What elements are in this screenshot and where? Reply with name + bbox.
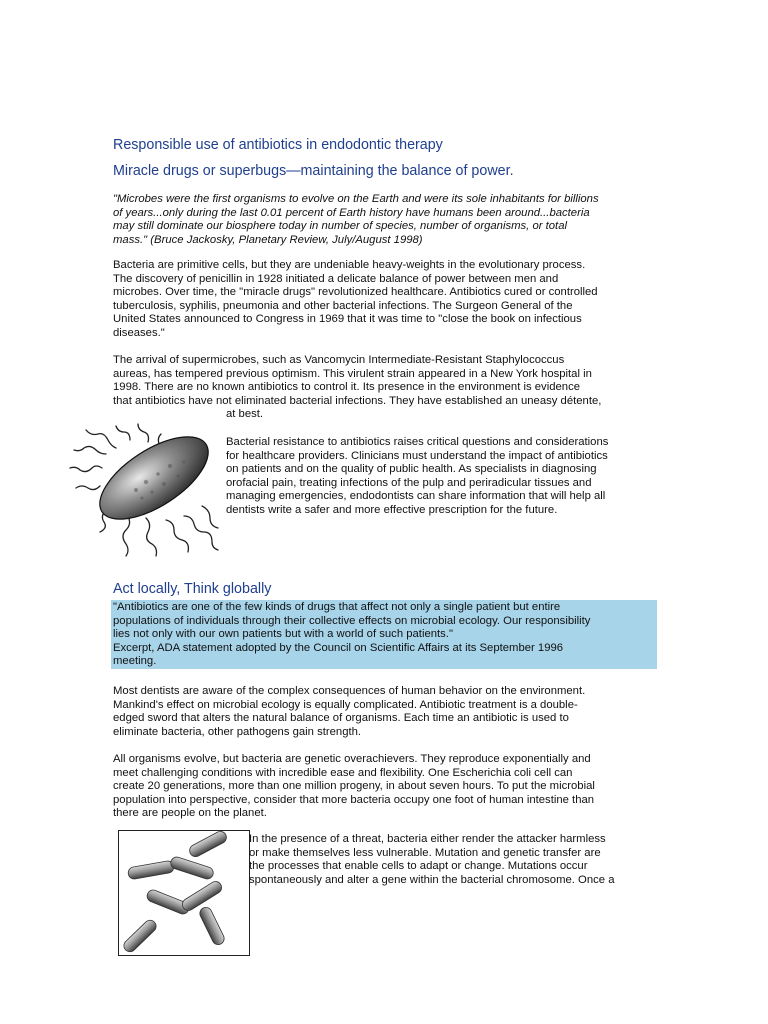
paragraph-line: or make themselves less vulnerable. Mutation and genetic transfer are: [249, 846, 601, 859]
paragraph-line: there are people on the planet.: [113, 807, 267, 820]
paragraph-line: diseases.": [113, 326, 165, 339]
paragraph-line: 1998. There are no known antibiotics to control it. Its presence in the environment is evidence: [113, 381, 580, 394]
paragraph-line: managing emergencies, endodontists can share information that will help all: [226, 490, 606, 503]
quote-line: mass." (Bruce Jackosky, Planetary Review, July/August 1998): [113, 233, 423, 246]
paragraph-line: eliminate bacteria, other pathogens gain strength.: [113, 725, 362, 738]
callout-line: lies not only with our own patients but with a world of such patients.": [113, 628, 453, 641]
callout-quote: [113, 601, 590, 669]
section-heading: Act locally, Think globally: [113, 581, 272, 597]
quote-line: of years...only during the last 0.01 percent of Earth history have humans been around...bacteria: [113, 206, 590, 219]
paragraph-line: for healthcare providers. Clinicians must understand the impact of antibiotics: [226, 449, 608, 462]
paragraph-line: In the presence of a threat, bacteria either render the attacker harmless: [249, 833, 606, 845]
paragraph-line: the processes that enable cells to adapt or change. Mutations occur: [249, 860, 588, 873]
paragraph-line: tuberculosis, syphilis, pneumonia and other bacterial infections. The Surgeon General of the: [113, 299, 573, 312]
paragraph-4: [113, 685, 585, 739]
paragraph-line: orofacial pain, treating infections of the pulp and periradicular tissues and: [226, 476, 592, 489]
opening-quote: [113, 193, 599, 247]
paragraph-line: that antibiotics have not eliminated bacterial infections. They have established an uneasy détente,: [113, 394, 602, 407]
callout-line: Excerpt, ADA statement adopted by the Council on Scientific Affairs at its September 1996: [113, 641, 564, 654]
callout-line: populations of individuals through their collective effects on microbial ecology. Our responsibility: [113, 614, 591, 627]
paragraph-line: All organisms evolve, but bacteria are genetic overachievers. They reproduce exponentially and: [113, 753, 591, 765]
callout-line: meeting.: [113, 655, 157, 668]
paragraph-line: Bacterial resistance to antibiotics raises critical questions and considerations: [226, 436, 609, 448]
paragraph-line: Mankind's effect on microbial ecology is equally complicated. Antibiotic treatment is a double-: [113, 698, 578, 711]
paragraph-line: edged sword that alters the natural balance of organisms. Each time an antibiotic is used to: [113, 712, 569, 725]
paragraph-line: on patients and on the quality of public health. As specialists in diagnosing: [226, 463, 597, 476]
quote-line: "Microbes were the first organisms to evolve on the Earth and were its sole inhabitants for billions: [113, 193, 599, 205]
paragraph-2: [113, 354, 601, 422]
paragraph-line: The arrival of supermicrobes, such as Vancomycin Intermediate-Resistant Staphylococcus: [113, 354, 565, 366]
paragraph-line: create 20 generations, more than one million progeny, in about seven hours. To put the microbial: [113, 780, 595, 793]
paragraph-line: meet challenging conditions with incredible ease and flexibility. One Escherichia coli cell can: [113, 766, 573, 779]
paragraph-line: population into perspective, consider that more bacteria occupy one foot of human intestine than: [113, 793, 595, 806]
paragraph-line: at best.: [226, 408, 264, 421]
paragraph-line: aureas, has tempered previous optimism. This virulent strain appeared in a New York hospital in: [113, 367, 592, 380]
paragraph-line: The discovery of penicillin in 1928 initiated a delicate balance of power between men and: [113, 272, 559, 285]
paragraph-line: United States announced to Congress in 1969 that it was time to "close the book on infectious: [113, 313, 582, 326]
rod-bacteria-illustration: [118, 830, 250, 956]
paragraph-5: [113, 753, 595, 821]
quote-line: may still dominate our biosphere today in number of species, number of organisms, or total: [113, 220, 567, 233]
paragraph-1: [113, 259, 598, 341]
article-subtitle: Miracle drugs or superbugs—maintaining the balance of power.: [113, 163, 514, 179]
paragraph-3: [226, 436, 608, 518]
paragraph-line: Most dentists are aware of the complex consequences of human behavior on the environment.: [113, 685, 586, 697]
article-title: Responsible use of antibiotics in endodontic therapy: [113, 137, 443, 153]
callout-line: "Antibiotics are one of the few kinds of drugs that affect not only a single patient but entire: [113, 601, 561, 613]
paragraph-line: Bacteria are primitive cells, but they are undeniable heavy-weights in the evolutionary process.: [113, 259, 586, 271]
paragraph-line: spontaneously and alter a gene within the bacterial chromosome. Once a: [249, 873, 615, 886]
paragraph-line: dentists write a safer and more effective prescription for the future.: [226, 503, 558, 516]
paragraph-6: [249, 833, 614, 887]
bacterium-illustration: [66, 420, 231, 565]
paragraph-line: microbes. Over time, the "miracle drugs" revolutionized healthcare. Antibiotics cured or controlled: [113, 286, 598, 299]
